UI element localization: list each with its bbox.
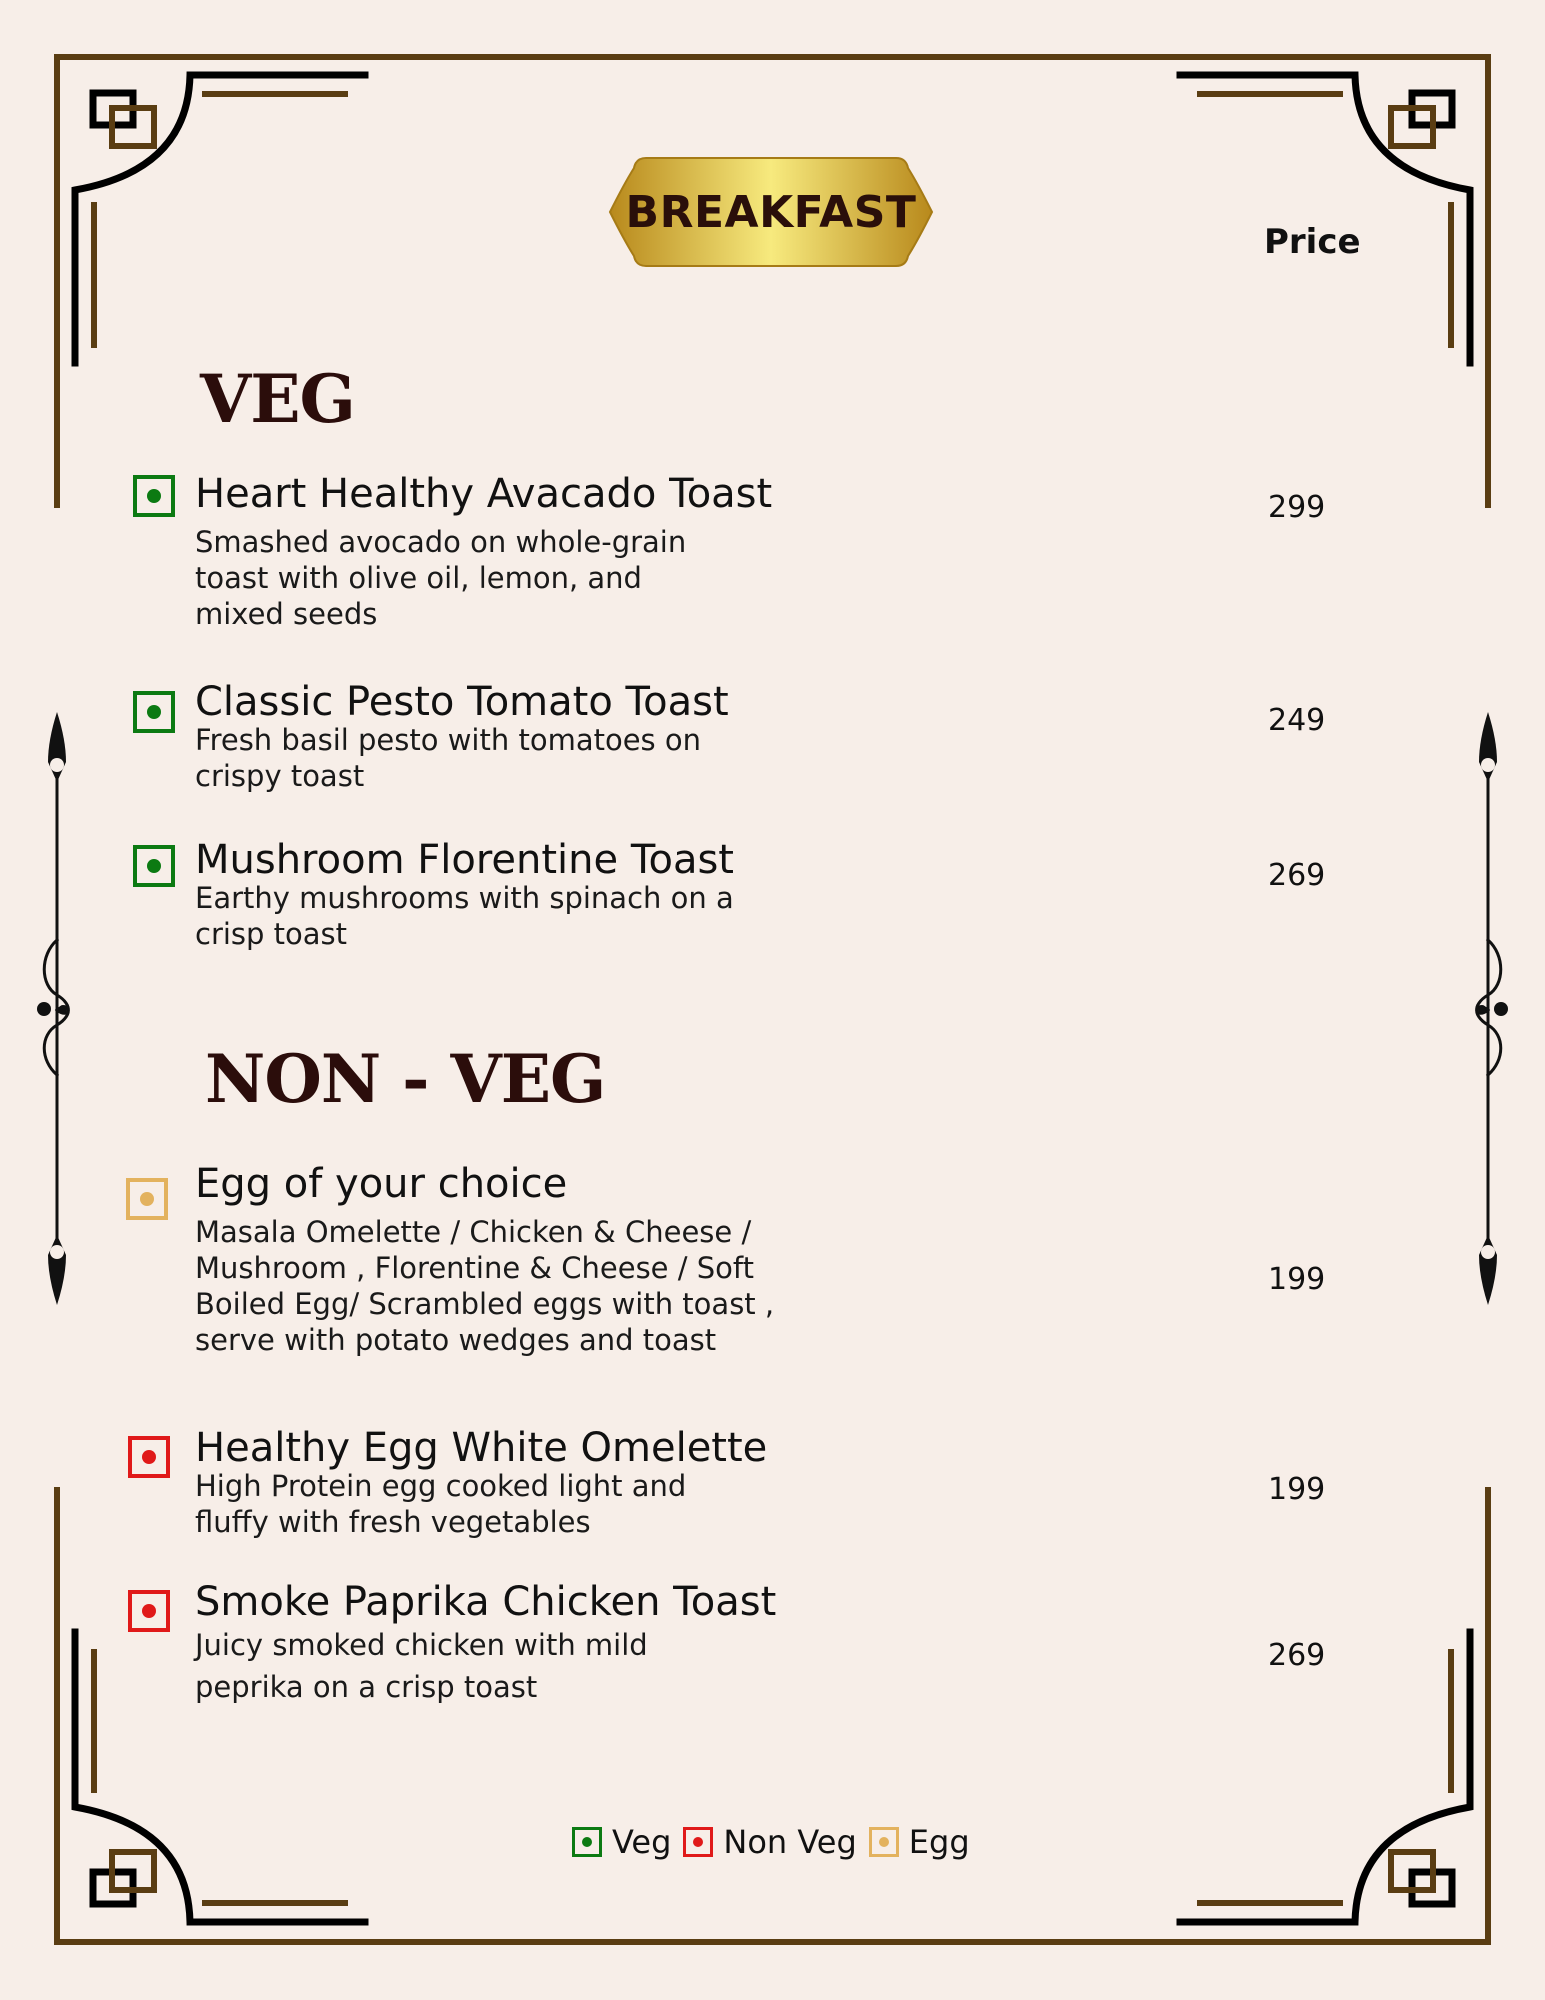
item-price: 269 [1268, 858, 1326, 893]
item-price: 249 [1268, 703, 1326, 738]
nonveg-indicator-icon [128, 1590, 170, 1632]
item-name: Healthy Egg White Omelette [195, 1425, 768, 1471]
item-description: Earthy mushrooms with spinach on a crisp toast [195, 881, 734, 951]
veg-legend-icon [572, 1827, 602, 1857]
side-ornament-right [1477, 745, 1501, 1260]
legend-label-nonveg: Non Veg [723, 1823, 857, 1861]
item-name: Heart Healthy Avacado Toast [195, 471, 773, 517]
section-title-non-veg: NON - VEG [205, 1040, 606, 1118]
item-description: Juicy smoked chicken with mild peprika on a crisp toast [195, 1628, 648, 1704]
item-name: Classic Pesto Tomato Toast [195, 679, 729, 725]
menu-item [195, 1160, 1295, 1358]
egg-indicator-icon [126, 1178, 168, 1220]
egg-legend-icon [869, 1827, 899, 1857]
nonveg-legend-icon [683, 1827, 713, 1857]
item-price: 199 [1268, 1262, 1326, 1297]
legend-label-egg: Egg [908, 1823, 970, 1861]
item-price: 269 [1268, 1638, 1326, 1673]
veg-indicator-icon [133, 845, 175, 887]
section-title-veg: VEG [200, 360, 355, 438]
side-ornament-left [44, 745, 68, 1260]
item-description: Masala Omelette / Chicken & Cheese / Mushroom , Florentine & Cheese / Soft Boiled Egg/ Scrambled eggs with toast , serve with potato wedges and toast [195, 1215, 775, 1357]
veg-indicator-icon [133, 475, 175, 517]
menu-item [195, 678, 1295, 794]
item-description: Smashed avocado on whole-grain toast with olive oil, lemon, and mixed seeds [195, 525, 687, 631]
legend-label-veg: Veg [612, 1823, 672, 1861]
item-description: High Protein egg cooked light and fluffy with fresh vegetables [195, 1469, 687, 1539]
title-banner [606, 154, 936, 270]
nonveg-indicator-icon [128, 1436, 170, 1478]
corner-ornament-top-left [75, 75, 365, 363]
item-name: Mushroom Florentine Toast [195, 837, 734, 883]
item-description: Fresh basil pesto with tomatoes on crispy toast [195, 723, 701, 793]
banner-title: BREAKFAST [625, 186, 917, 238]
item-name: Egg of your choice [195, 1161, 568, 1207]
menu-item [195, 836, 1295, 952]
item-price: 299 [1268, 490, 1326, 525]
veg-indicator-icon [133, 691, 175, 733]
item-name: Smoke Paprika Chicken Toast [195, 1579, 777, 1625]
corner-ornament-top-right [1180, 75, 1470, 363]
menu-item [195, 1424, 1295, 1540]
menu-item [195, 1578, 1295, 1708]
menu-item [195, 470, 1295, 632]
diet-legend [572, 1823, 982, 1861]
item-price: 199 [1268, 1472, 1326, 1507]
price-column-heading: Price [1264, 222, 1361, 262]
